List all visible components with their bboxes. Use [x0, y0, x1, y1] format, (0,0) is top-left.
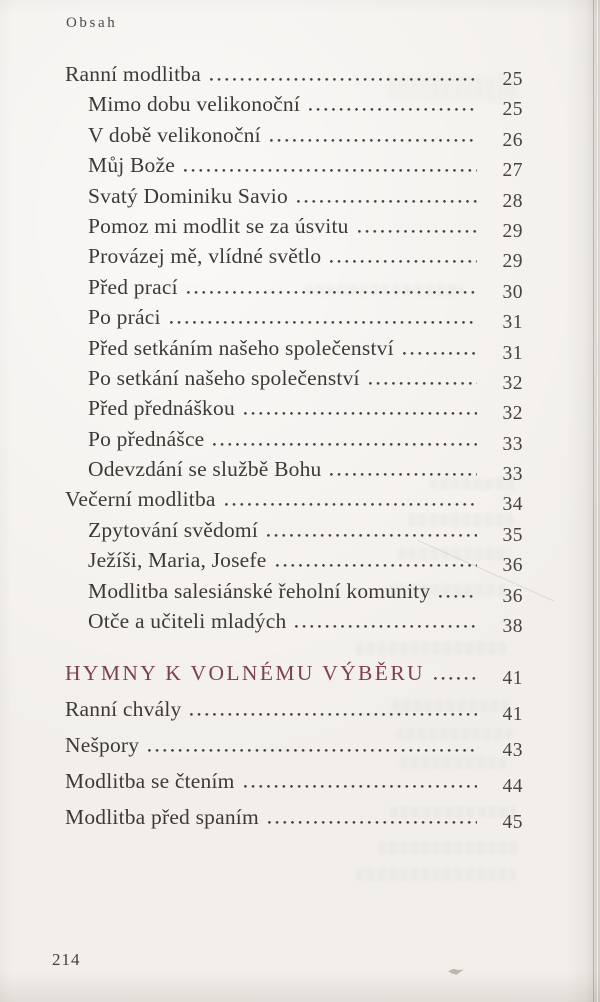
dot-leader: [330, 260, 477, 263]
toc-entry-page: 44: [502, 776, 523, 798]
dot-leader: [270, 139, 477, 142]
toc-entry: [65, 335, 523, 364]
toc-entry: [65, 122, 523, 151]
toc-entry-page: 45: [502, 812, 523, 834]
toc-entry-label: Večerní modlitba: [65, 487, 216, 512]
ink-smudge: [448, 966, 464, 975]
toc-entry-page: 32: [502, 403, 523, 425]
toc-section-heading-row: [65, 661, 523, 690]
toc-entry: [65, 697, 523, 726]
dot-leader: [213, 443, 477, 446]
toc-entry: [65, 457, 523, 486]
toc-entry: [65, 578, 523, 607]
toc-entry: [65, 487, 523, 516]
dot-leader: [403, 352, 477, 355]
toc-block-1: [65, 62, 523, 638]
toc-entry-page: 25: [502, 69, 523, 90]
toc-entry-page: 36: [502, 585, 523, 607]
dot-leader: [148, 749, 477, 752]
toc-section-heading-label: HYMNY K VOLNÉMU VÝBĚRU: [65, 661, 425, 686]
toc-entry-page: 28: [502, 190, 523, 212]
folio-page-number: 214: [52, 950, 81, 969]
dot-leader: [295, 625, 477, 628]
dot-leader: [187, 291, 477, 294]
toc-entry: [65, 733, 523, 762]
toc-entry: [65, 305, 523, 334]
toc-entry-label: Ranní chvály: [65, 697, 182, 722]
toc-entry: [65, 244, 523, 273]
toc-section-heading-page: 41: [502, 668, 523, 690]
toc-entry-page: 43: [502, 740, 523, 762]
toc-entry-label: Ranní modlitba: [65, 62, 201, 86]
toc-entry-page: 31: [502, 342, 523, 364]
dot-leader: [210, 78, 477, 81]
toc-entry-label: Po práci: [88, 305, 161, 330]
toc-entry-label: Mimo dobu velikonoční: [88, 92, 301, 117]
toc-entry-page: 26: [502, 129, 523, 151]
toc-entry-label: Svatý Dominiku Savio: [88, 183, 288, 208]
toc-entry: [65, 183, 523, 212]
toc-entry-page: 32: [502, 372, 523, 394]
toc-entry-label: Odevzdání se službě Bohu: [88, 457, 322, 482]
dot-leader: [330, 473, 477, 476]
toc-entry-label: Nešpory: [65, 733, 140, 758]
dot-leader: [434, 677, 477, 680]
dot-leader: [225, 503, 477, 506]
toc-entry-page: 35: [502, 524, 523, 546]
toc-entry-label: Modlitba se čtením: [65, 769, 235, 794]
toc-section-hymns: [65, 661, 523, 834]
toc-entry-page: 30: [502, 281, 523, 303]
toc-entry-page: 31: [502, 312, 523, 334]
toc-entry-label: Před prací: [88, 274, 178, 299]
page-header: Obsah: [66, 15, 118, 31]
toc-entry: [65, 92, 523, 121]
toc-entry-page: 29: [502, 251, 523, 273]
toc-entry-page: 38: [502, 616, 523, 638]
toc-entry: [65, 274, 523, 303]
toc-entry-label: Můj Bože: [88, 153, 175, 178]
toc-entry-label: Modlitba salesiánské řeholní komunity: [88, 578, 431, 603]
dot-leader: [244, 785, 477, 788]
dot-leader: [439, 595, 477, 598]
toc-entry-label: Po setkání našeho společenství: [88, 365, 360, 390]
dot-leader: [358, 230, 477, 233]
toc-block-2: [65, 697, 523, 834]
toc-entry-label: Provázej mě, vlídné světlo: [88, 244, 322, 269]
toc-entry-page: 29: [502, 220, 523, 242]
toc-entry-label: Před přednáškou: [88, 396, 235, 421]
toc-entry-label: Zpytování svědomí: [88, 517, 259, 542]
toc-entry-label: V době velikonoční: [88, 122, 261, 147]
toc-entry-label: Modlitba před spaním: [65, 805, 259, 830]
dot-leader: [184, 169, 477, 172]
toc-entry-label: Pomoz mi modlit se za úsvitu: [88, 213, 349, 238]
dot-leader: [170, 321, 477, 324]
dot-leader: [268, 821, 477, 824]
toc-entry: [65, 213, 523, 242]
toc-entry-label: Po přednášce: [88, 426, 205, 451]
table-of-contents: [65, 64, 523, 843]
dot-leader: [276, 564, 477, 567]
toc-entry: [65, 769, 523, 798]
show-through: [356, 868, 516, 881]
toc-entry-label: Před setkáním našeho společenství: [88, 335, 394, 360]
dot-leader: [267, 534, 477, 537]
toc-entry-label: Ježíši, Maria, Josefe: [88, 548, 267, 573]
toc-entry: [65, 805, 523, 834]
toc-entry: [65, 365, 523, 394]
dot-leader: [297, 200, 477, 203]
toc-entry: [65, 609, 523, 638]
toc-entry-page: 36: [502, 555, 523, 577]
toc-entry-page: 34: [502, 494, 523, 516]
show-through: [378, 842, 520, 854]
toc-entry-page: 25: [502, 99, 523, 121]
toc-entry: [65, 517, 523, 546]
dot-leader: [190, 713, 477, 716]
toc-entry: [65, 396, 523, 425]
toc-entry-page: 33: [502, 433, 523, 455]
dot-leader: [244, 412, 477, 415]
toc-entry-page: 33: [502, 464, 523, 486]
toc-entry: [65, 62, 523, 90]
dot-leader: [369, 382, 477, 385]
toc-entry: [65, 153, 523, 182]
dot-leader: [309, 108, 477, 111]
toc-entry: [65, 548, 523, 577]
toc-entry-label: Otče a učiteli mladých: [88, 609, 287, 634]
toc-entry-page: 41: [502, 704, 523, 726]
toc-entry: [65, 426, 523, 455]
toc-entry-page: 27: [502, 160, 523, 182]
